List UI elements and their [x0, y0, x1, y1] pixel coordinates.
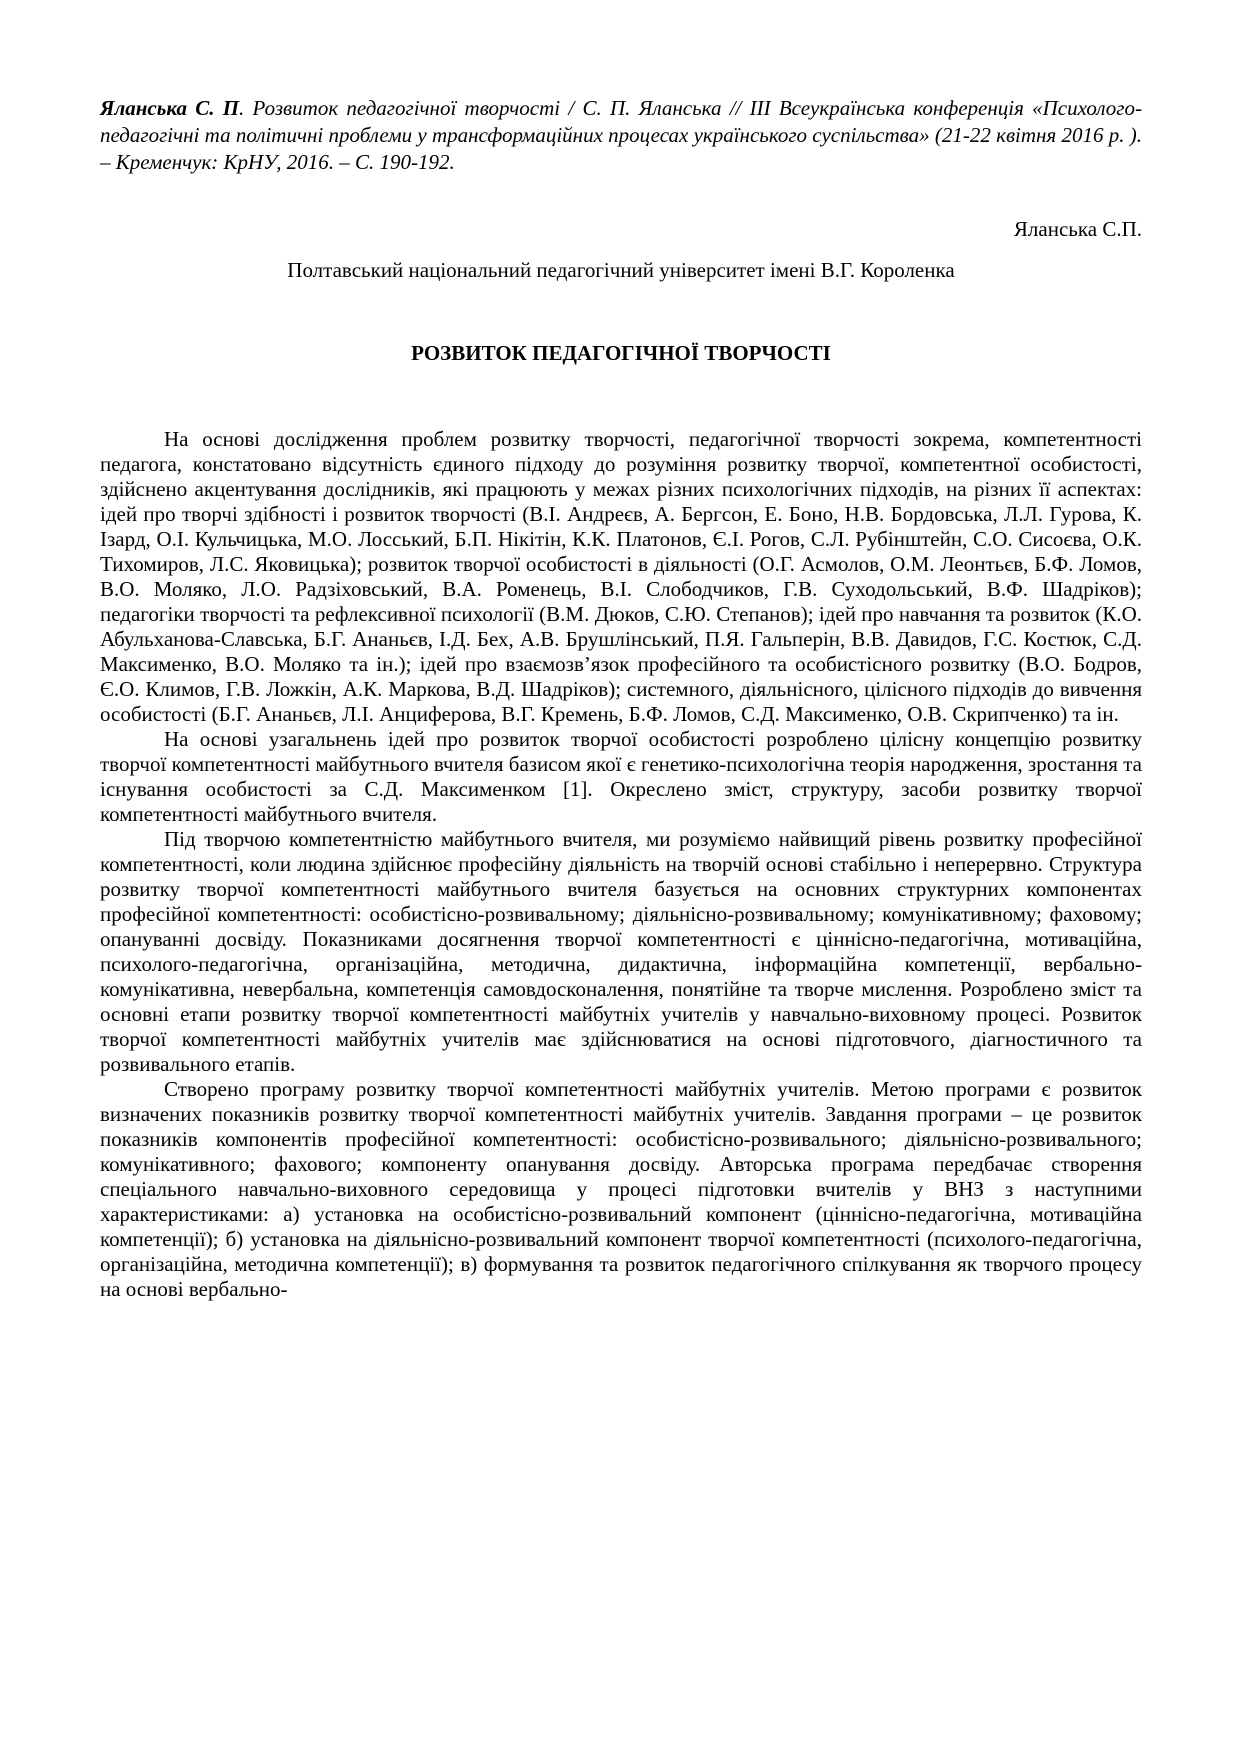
paragraph-3: Під творчою компетентністю майбутнього вчителя, ми розуміємо найвищий рівень розвитку професійної компетентності, коли людина здійснює професійну діяльність на творчій основі стабільно і неперервно. Структура розвитку творчої компетентності майбутнього вчителя базується на основних структурних компонентах професійної компетентності: особистісно-розвивальному; діяльнісно-розвивальному; комунікативному; фаховому; опануванні досвіду. Показниками досягнення творчої компетентності є ціннісно-педагогічна, мотиваційна, психолого-педагогічна, організаційна, методична, дидактична, інформаційна компетенції, вербально-комунікативна, невербальна, компетенція самовдосконалення, понятійне та творче мислення. Розроблено зміст та основні етапи розвитку творчої компетентності майбутніх учителів у навчально-виховному процесі. Розвиток творчої компетентності майбутніх учителів має здійснюватися на основі підготовчого, діагностичного та розвивального етапів.	[100, 827, 1142, 1076]
citation	[100, 95, 1142, 176]
article-title: РОЗВИТОК ПЕДАГОГІЧНОЇ ТВОРЧОСТІ	[411, 341, 831, 365]
paragraph-2: На основі узагальнень ідей про розвиток творчої особистості розроблено цілісну концепцію розвитку творчої компетентності майбутнього вчителя базисом якої є генетико-психологічна теорія народження, зростання та існування особистості за С.Д. Максименком [1]. Окреслено зміст, структуру, засоби розвитку творчої компетентності майбутнього вчителя.	[100, 727, 1142, 826]
paragraph-4: Створено програму розвитку творчої компетентності майбутніх учителів. Метою програми є розвиток визначених показників розвитку творчої компетентності майбутніх учителів. Завдання програми – це розвиток показників компонентів професійної компетентності: особистісно-розвивального; діяльнісно-розвивального; комунікативного; фахового; компоненту опанування досвіду. Авторська програма передбачає створення спеціального навчально-виховного середовища у процесі підготовки вчителів у ВНЗ з наступними характеристиками: а) установка на особистісно-розвивальний компонент (ціннісно-педагогічна, мотиваційна компетенції); б) установка на діяльнісно-розвивальний компонент творчої компетентності (психолого-педагогічна, організаційна, методична компетенції); в) формування та розвиток педагогічного спілкування як творчого процесу на основі вербально-	[100, 1077, 1142, 1301]
citation-text: . Розвиток педагогічної творчості / С. П. Яланська // ІІІ Всеукраїнська конференція «Психолого-педагогічні та політичні проблеми у трансформаційних процесах українського суспільства» (21-22 квітня 2016 р. ). – Кременчук: КрНУ, 2016. – С. 190-192.	[100, 96, 1142, 174]
affiliation: Полтавський національний педагогічний університет імені В.Г. Короленка	[287, 258, 955, 282]
paragraph-1: На основі дослідження проблем розвитку творчості, педагогічної творчості зокрема, компетентності педагога, констатовано відсутність єдиного підходу до розуміння розвитку творчої, компетентної особистості, здійснено акцентування дослідників, які працюють у межах різних психологічних підходів, на різних її аспектах: ідей про творчі здібності і розвиток творчості (В.І. Андреєв, А. Бергсон, Е. Боно, Н.В. Бордовська, Л.Л. Гурова, К. Ізард, О.І. Кульчицька, М.О. Лосський, Б.П. Нікітін, К.К. Платонов, Є.І. Рогов, С.Л. Рубінштейн, С.О. Сисоєва, О.К. Тихомиров, Л.С. Яковицька); розвиток творчої особистості в діяльності (О.Г. Асмолов, О.М. Леонтьєв, Б.Ф. Ломов, В.О. Моляко, Л.О. Радзіховський, В.А. Роменець, В.І. Слободчиков, Г.В. Суходольський, В.Ф. Шадріков); педагогіки творчості та рефлексивної психології (В.М. Дюков, С.Ю. Степанов); ідей про навчання та розвиток (К.О. Абульханова-Славська, Б.Г. Ананьєв, І.Д. Бех, А.В. Брушлінський, П.Я. Гальперін, В.В. Давидов, Г.С. Костюк, С.Д. Максименко, В.О. Моляко та ін.); ідей про взаємозв’язок професійного та особистісного розвитку (В.О. Бодров, Є.О. Климов, Г.В. Ложкін, А.К. Маркова, В.Д. Шадріков); системного, діяльнісного, цілісного підходів до вивчення особистості (Б.Г. Ананьєв, Л.І. Анциферова, В.Г. Кремень, Б.Ф. Ломов, С.Д. Максименко, О.В. Скрипченко) та ін.	[100, 427, 1142, 726]
citation-author: Яланська С. П	[100, 96, 240, 120]
author-name: Яланська С.П.	[1013, 217, 1142, 241]
article-body	[100, 427, 1142, 1302]
